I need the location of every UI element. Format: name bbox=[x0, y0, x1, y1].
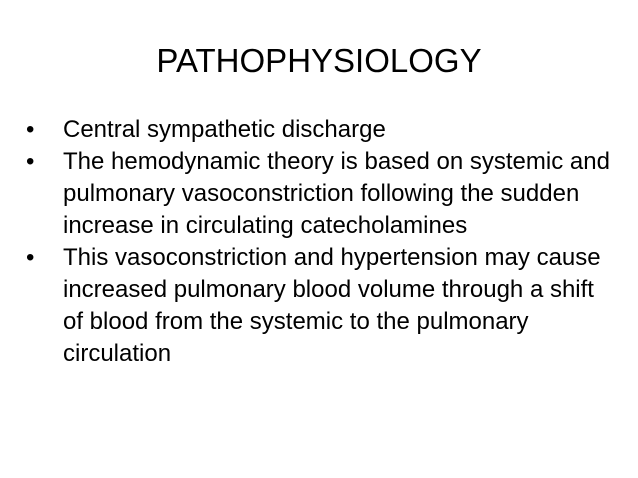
bullet-text: The hemodynamic theory is based on systemic and pulmonary vasoconstriction following the sudden increase in circulating catecholamines bbox=[63, 148, 610, 239]
bullet-item-central-sympathetic bbox=[26, 114, 616, 146]
bullet-icon: • bbox=[26, 244, 35, 271]
bullet-item-hemodynamic-theory bbox=[26, 146, 616, 242]
bullet-text: This vasoconstriction and hypertension may cause increased pulmonary blood volume through a shift of blood from the systemic to the pulmonary circulation bbox=[63, 244, 601, 367]
bullet-item-vasoconstriction bbox=[26, 242, 616, 370]
bullet-icon: • bbox=[26, 148, 35, 175]
slide-title: PATHOPHYSIOLOGY bbox=[156, 42, 482, 79]
bullet-list bbox=[26, 114, 616, 370]
bullet-text: Central sympathetic discharge bbox=[63, 116, 386, 143]
bullet-icon: • bbox=[26, 116, 35, 143]
